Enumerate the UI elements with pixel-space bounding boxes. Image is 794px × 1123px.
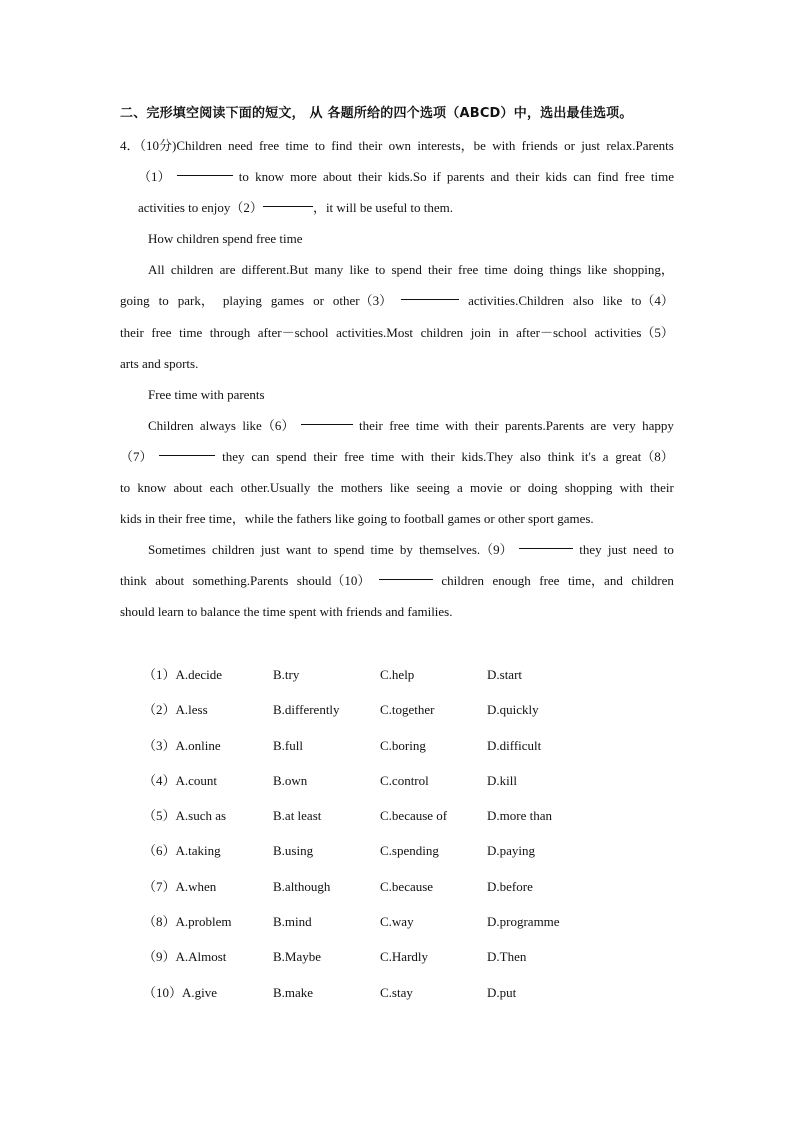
passage-word: their — [120, 324, 144, 340]
passage-word: time — [650, 169, 674, 185]
passage-word: Sometimes — [148, 542, 206, 558]
passage-word: time — [370, 542, 394, 558]
passage-word: to — [158, 293, 169, 309]
passage-word: should（10） — [296, 573, 371, 589]
passage-line — [120, 161, 674, 192]
answer-blank — [379, 565, 433, 580]
passage-word: about — [155, 573, 185, 589]
passage-word: spend — [276, 448, 307, 464]
option-row — [143, 907, 703, 942]
passage-word: themselves.（9） — [419, 542, 513, 558]
answer-blank — [401, 285, 459, 300]
passage-word: with — [400, 448, 425, 464]
passage-word: friends — [521, 138, 558, 153]
passage-word: activities.Children — [468, 293, 564, 309]
option-a: （8）A.problem — [143, 914, 232, 930]
passage-word: All — [148, 262, 165, 278]
option-a: （2）A.less — [143, 702, 208, 718]
option-row — [143, 942, 703, 977]
answer-blank — [159, 441, 215, 456]
option-b: B.full — [273, 737, 303, 753]
passage-word: their — [428, 262, 452, 278]
option-row — [143, 660, 703, 695]
passage-word: spend — [391, 262, 422, 278]
passage-word: time — [371, 448, 395, 464]
passage-line — [120, 379, 674, 410]
passage-word: parents.Parents — [504, 417, 584, 433]
passage-word: their — [313, 448, 338, 464]
passage-line — [120, 596, 674, 627]
passage-word: Children — [148, 417, 194, 433]
option-row — [143, 801, 703, 836]
passage-word: to（4） — [631, 293, 674, 309]
passage-line — [120, 565, 674, 596]
passage-line — [120, 192, 674, 223]
passage-text: ，it will be useful to them. — [312, 200, 454, 216]
passage-word: to — [317, 542, 328, 558]
passage-word: also — [572, 293, 594, 309]
passage-word: spend — [333, 542, 365, 558]
passage-word: with — [619, 480, 643, 496]
passage-line — [120, 317, 674, 348]
passage-word: about — [173, 480, 203, 496]
passage-word: if — [432, 169, 441, 185]
passage-word: activities（5） — [594, 324, 674, 340]
passage-word: free — [458, 262, 479, 278]
passage-word: playing — [222, 293, 262, 309]
passage-word: just — [260, 542, 280, 558]
passage-word: their — [649, 480, 674, 496]
passage-word: join — [470, 324, 491, 340]
option-d: D.paying — [487, 843, 536, 859]
passage-word: think — [120, 573, 147, 589]
passage-line — [120, 410, 674, 441]
passage-word: kids — [545, 169, 568, 185]
passage-word: like（6） — [242, 417, 295, 433]
passage-word: each — [209, 480, 234, 496]
passage-word: to — [238, 169, 249, 185]
passage-line — [120, 441, 674, 472]
option-b: B.own — [273, 772, 308, 788]
option-d: D.difficult — [487, 737, 542, 753]
option-c: C.Hardly — [380, 949, 429, 965]
passage-word: seeing — [416, 480, 450, 496]
passage-line — [120, 130, 674, 161]
passage-word: free — [151, 324, 172, 340]
passage-line — [120, 223, 674, 254]
passage-word: children — [441, 573, 484, 589]
passage-line — [120, 285, 674, 316]
passage-word: something.Parents — [192, 573, 289, 589]
answer-blank — [263, 192, 313, 207]
passage-word: with — [445, 417, 469, 433]
passage-word: can — [251, 448, 270, 464]
passage-word: free — [624, 169, 645, 185]
passage-word: more — [290, 169, 317, 185]
passage-word: about — [322, 169, 352, 185]
passage-word: and — [490, 169, 510, 185]
passage-word: games — [270, 293, 305, 309]
option-row — [143, 836, 703, 871]
passage-word: a — [457, 480, 463, 496]
passage-word: like — [602, 293, 623, 309]
option-d: D.kill — [487, 772, 517, 788]
passage-word: very — [612, 417, 636, 433]
passage-word: they — [579, 542, 602, 558]
passage-word: interests，be — [417, 138, 486, 153]
passage-word: free — [258, 138, 280, 153]
passage-word: children — [420, 324, 464, 340]
passage-word: after－school — [516, 324, 587, 340]
passage-word: by — [399, 542, 413, 558]
passage-word: time，and — [567, 573, 623, 589]
passage-word: like — [349, 262, 369, 278]
passage-line — [120, 534, 674, 565]
passage-line — [120, 503, 674, 534]
option-c: C.way — [380, 914, 414, 930]
passage-word: things — [549, 262, 582, 278]
passage-word: want — [285, 542, 312, 558]
option-b: B.although — [273, 878, 331, 894]
passage-word: shopping — [564, 480, 613, 496]
passage-word: mothers — [340, 480, 383, 496]
passage-word: to — [375, 262, 386, 278]
passage-word: just — [607, 542, 627, 558]
option-c: C.stay — [380, 984, 413, 1000]
option-b: B.make — [273, 984, 314, 1000]
option-b: B.mind — [273, 914, 312, 930]
passage-word: their — [430, 448, 455, 464]
option-c: C.together — [380, 702, 435, 718]
option-b: B.try — [273, 667, 300, 682]
passage-word: their — [358, 138, 383, 153]
passage-word: their — [359, 417, 383, 433]
passage-word: children — [631, 573, 674, 589]
passage-word: find — [597, 169, 619, 185]
passage-word: their — [474, 417, 499, 433]
passage-word: going — [120, 293, 150, 309]
passage-word: children — [212, 542, 255, 558]
passage-word: time — [415, 417, 439, 433]
passage-word: like — [389, 480, 410, 496]
option-a: （10）A.give — [143, 984, 218, 1000]
option-b: B.at least — [273, 808, 322, 824]
passage-word: doing — [513, 262, 544, 278]
passage-word: （7） — [120, 448, 153, 464]
passage-word: （1） — [138, 169, 171, 185]
passage-word: their — [357, 169, 382, 185]
passage-word: know — [137, 480, 167, 496]
passage-word: free — [389, 417, 410, 433]
answer-blank — [301, 410, 353, 425]
passage-word: also — [519, 448, 541, 464]
passage-word: with — [492, 138, 516, 153]
passage-word: they — [222, 448, 245, 464]
passage-word: parents — [446, 169, 485, 185]
answer-options — [143, 660, 703, 1013]
passage-word: other（3） — [332, 293, 393, 309]
passage-word: activities.Most — [336, 324, 414, 340]
passage-word: can — [573, 169, 592, 185]
passage-word: time — [484, 262, 508, 278]
option-d: D.more than — [487, 808, 552, 824]
passage-word: park， — [177, 293, 214, 309]
option-a: （5）A.such as — [143, 808, 227, 824]
option-row — [143, 695, 703, 730]
passage-text: kids in their free time，while the fathers like going to football games or other sport games. — [120, 511, 594, 527]
passage-word: many — [314, 262, 344, 278]
option-d: D.start — [487, 667, 523, 682]
passage-word: great（8） — [615, 448, 674, 464]
answer-blank — [519, 534, 573, 549]
passage-word: a — [602, 448, 609, 464]
option-d: D.quickly — [487, 702, 539, 718]
option-c: C.help — [380, 667, 415, 682]
passage-word: are — [590, 417, 607, 433]
passage-text: should learn to balance the time spent with friends and families. — [120, 604, 453, 620]
passage-word: to — [663, 542, 674, 558]
passage-word: or — [564, 138, 575, 153]
option-c: C.because — [380, 878, 434, 894]
passage-word: after－school — [257, 324, 329, 340]
option-a: （6）A.taking — [143, 843, 221, 859]
passage-word: doing — [527, 480, 558, 496]
passage-line — [120, 472, 674, 503]
passage-word: own — [388, 138, 412, 153]
option-c: C.control — [380, 772, 429, 788]
passage-word: to — [120, 480, 131, 496]
option-a: （4）A.count — [143, 772, 218, 788]
passage-word: enough — [492, 573, 531, 589]
passage-line — [120, 254, 674, 285]
option-a: （9）A.Almost — [143, 949, 227, 965]
passage-word: 4．（10分)Children — [120, 138, 222, 153]
passage-word: through — [209, 324, 251, 340]
passage-word: like — [587, 262, 608, 278]
answer-blank — [177, 161, 233, 176]
passage-word: or — [509, 480, 521, 496]
passage-line — [120, 348, 674, 379]
passage-word: find — [331, 138, 353, 153]
option-c: C.boring — [380, 737, 426, 753]
passage-word: relax.Parents — [606, 138, 674, 153]
passage-word: shopping， — [613, 262, 674, 278]
cloze-passage — [120, 130, 674, 628]
passage-word: children — [170, 262, 214, 278]
passage-word: happy — [642, 417, 674, 433]
passage-word: free — [344, 448, 365, 464]
passage-word: always — [199, 417, 236, 433]
passage-word: to — [314, 138, 325, 153]
option-d: D.before — [487, 878, 533, 894]
option-c: C.spending — [380, 843, 439, 859]
passage-word: different.But — [241, 262, 309, 278]
passage-word: movie — [470, 480, 503, 496]
passage-word: think — [547, 448, 575, 464]
option-c: C.because of — [380, 808, 448, 824]
passage-word: need — [228, 138, 253, 153]
passage-word: just — [581, 138, 601, 153]
option-row — [143, 731, 703, 766]
passage-word: are — [219, 262, 236, 278]
option-b: B.Maybe — [273, 949, 322, 965]
option-b: B.differently — [273, 702, 340, 718]
passage-text: arts and sports. — [120, 355, 199, 371]
passage-word: kids.So — [387, 169, 427, 185]
passage-word: in — [498, 324, 509, 340]
option-a: （3）A.online — [143, 737, 221, 753]
option-row — [143, 766, 703, 801]
section-heading: 二、完形填空阅读下面的短文， 从 各题所给的四个选项（ABCD）中，选出最佳选项。 — [120, 106, 633, 121]
passage-word: kids.They — [461, 448, 514, 464]
option-d: D.Then — [487, 949, 527, 965]
passage-word: free — [539, 573, 560, 589]
option-d: D.programme — [487, 914, 560, 930]
option-a: （1）A.decide — [143, 667, 223, 682]
passage-word: time — [179, 324, 203, 340]
passage-word: it's — [581, 448, 596, 464]
option-row — [143, 872, 703, 907]
passage-word: other.Usually — [240, 480, 311, 496]
passage-word: the — [317, 480, 334, 496]
option-b: B.using — [273, 843, 314, 859]
passage-word: need — [632, 542, 658, 558]
option-a: （7）A.when — [143, 878, 217, 894]
passage-text: activities to enjoy（2） — [138, 200, 263, 216]
passage-word: know — [255, 169, 284, 185]
passage-text: How children spend free time — [148, 231, 303, 247]
passage-word: or — [313, 293, 324, 309]
passage-word: time — [285, 138, 309, 153]
option-d: D.put — [487, 984, 517, 1000]
passage-word: their — [515, 169, 540, 185]
option-row — [143, 978, 703, 1013]
passage-text: Free time with parents — [148, 386, 265, 402]
